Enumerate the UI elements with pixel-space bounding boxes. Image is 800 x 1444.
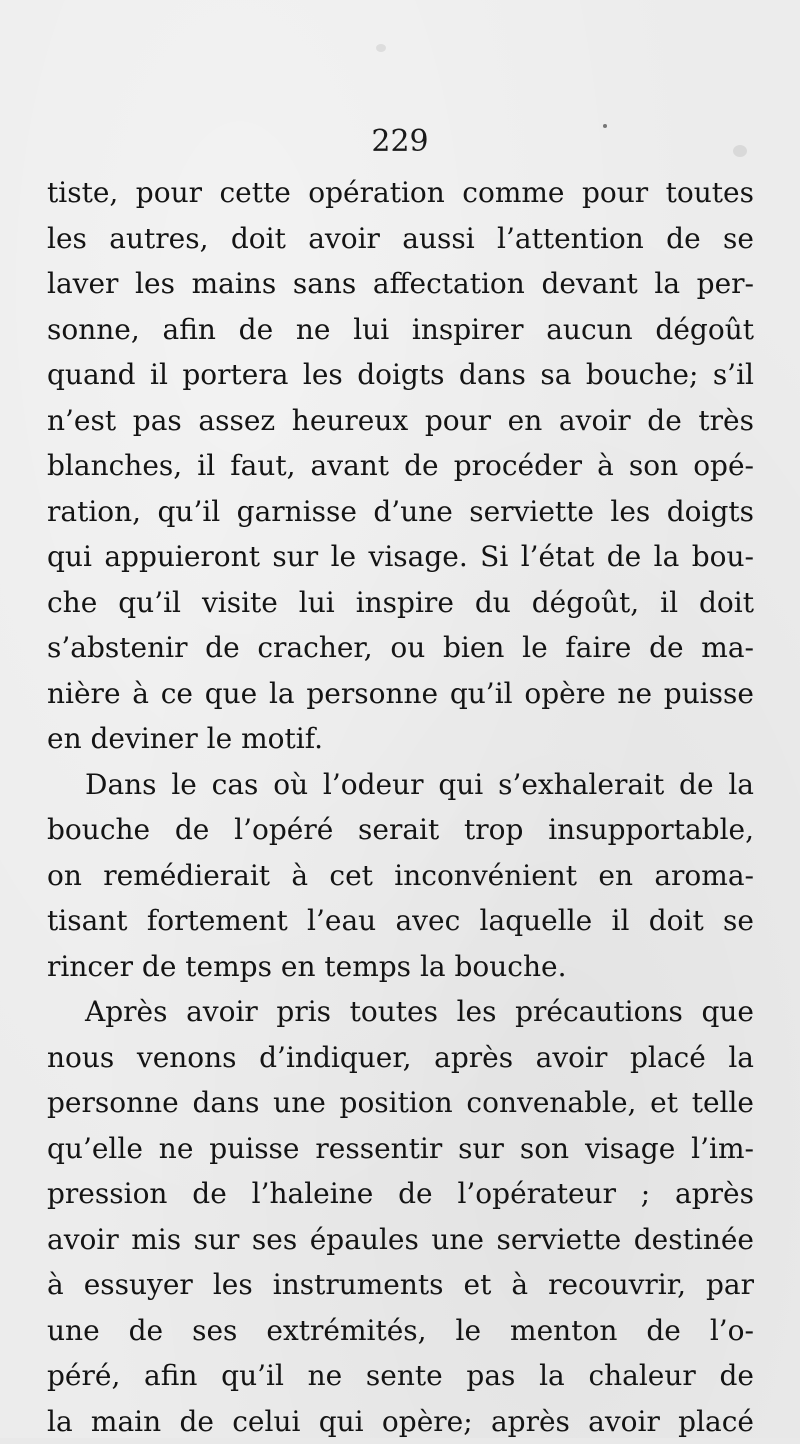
text-line: sonne, afin de ne lui inspirer aucun dégoût xyxy=(47,307,754,353)
text-line: on remédierait à cet inconvénient en aroma- xyxy=(47,853,754,899)
text-line: la main de celui qui opère; après avoir placé xyxy=(47,1399,754,1444)
body-text xyxy=(47,170,754,1444)
text-line: bouche de l’opéré serait trop insupportable, xyxy=(47,807,754,853)
paragraph-end-line: en deviner le motif. xyxy=(47,716,754,762)
text-line: personne dans une position convenable, et telle xyxy=(47,1080,754,1126)
page-number: 229 xyxy=(0,122,800,162)
text-line: qu’elle ne puisse ressentir sur son visage l’im- xyxy=(47,1126,754,1172)
text-line: nière à ce que la personne qu’il opère ne puisse xyxy=(47,671,754,717)
paragraph-start-line: Dans le cas où l’odeur qui s’exhalerait de la xyxy=(47,762,754,808)
text-line: avoir mis sur ses épaules une serviette destinée xyxy=(47,1217,754,1263)
text-line: n’est pas assez heureux pour en avoir de très xyxy=(47,398,754,444)
text-line: une de ses extrémités, le menton de l’o- xyxy=(47,1308,754,1354)
paragraph-start-line: Après avoir pris toutes les précautions que xyxy=(47,989,754,1035)
text-line: laver les mains sans affectation devant la per- xyxy=(47,261,754,307)
text-line: péré, afin qu’il ne sente pas la chaleur de xyxy=(47,1353,754,1399)
paper-speck xyxy=(376,44,386,52)
text-line: s’abstenir de cracher, ou bien le faire de ma- xyxy=(47,625,754,671)
text-line: nous venons d’indiquer, après avoir placé la xyxy=(47,1035,754,1081)
text-line: blanches, il faut, avant de procéder à son opé- xyxy=(47,443,754,489)
text-line: che qu’il visite lui inspire du dégoût, il doit xyxy=(47,580,754,626)
text-line: pression de l’haleine de l’opérateur ; après xyxy=(47,1171,754,1217)
text-line: les autres, doit avoir aussi l’attention de se xyxy=(47,216,754,262)
text-line: à essuyer les instruments et à recouvrir, par xyxy=(47,1262,754,1308)
text-line: ration, qu’il garnisse d’une serviette les doigts xyxy=(47,489,754,535)
text-line: tisant fortement l’eau avec laquelle il doit se xyxy=(47,898,754,944)
text-line: quand il portera les doigts dans sa bouche; s’il xyxy=(47,352,754,398)
text-line: qui appuieront sur le visage. Si l’état de la bou- xyxy=(47,534,754,580)
text-line: tiste, pour cette opération comme pour toutes xyxy=(47,170,754,216)
paragraph-end-line: rincer de temps en temps la bouche. xyxy=(47,944,754,990)
